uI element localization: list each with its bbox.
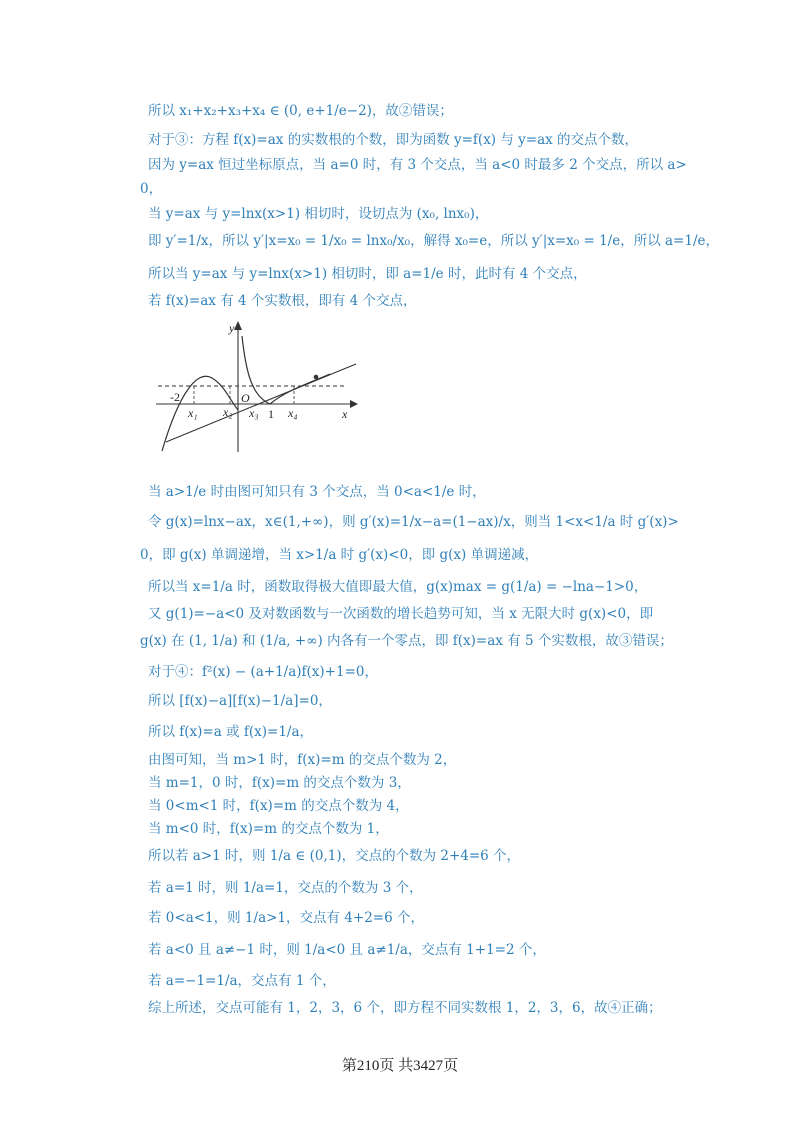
y-axis-arrow [234,321,242,330]
text-line: 若 a=−1=1/a，交点有 1 个， [148,973,336,989]
line-y-ax [166,364,356,442]
text-line: 所以当 y=ax 与 y=lnx(x>1) 相切时，即 a=1/e 时，此时有 4 个交点， [148,266,587,282]
x4-label: x₄ [288,406,298,420]
page-footer: 第210页 共3427页 [341,1058,459,1074]
x-axis-arrow [350,400,358,408]
text-line: 对于③：方程 f(x)=ax 的实数根的个数，即为函数 y=f(x) 与 y=ax 的交点个数， [148,132,639,148]
text-line: 即 y′=1/x，所以 y′|x=x₀ = 1/x₀ = lnx₀/x₀，解得 x₀=e，所以 y′|x=x₀ = 1/e，所以 a=1/e， [148,233,719,249]
text-line: 当 a>1/e 时由图可知只有 3 个交点，当 0<a<1/e 时， [148,484,486,500]
x3-label: x₃ [249,406,259,420]
text-line: 又 g(1)=−a<0 及对数函数与一次函数的增长趋势可知，当 x 无限大时 g(x)<0，即 [148,606,654,622]
text-line: 综上所述，交点可能有 1，2，3，6 个，即方程不同实数根 1，2，3，6，故④正确； [148,1000,662,1016]
text-line: 0， [140,181,163,197]
text-line: 由图可知，当 m>1 时，f(x)=m 的交点个数为 2， [148,752,457,768]
function-graph [152,318,367,458]
neg2-label: -2 [170,390,180,404]
text-line: 所以若 a>1 时，则 1/a ∈ (0,1)，交点的个数为 2+4=6 个， [148,848,521,864]
text-line: 当 y=ax 与 y=lnx(x>1) 相切时，设切点为 (x₀, lnx₀)， [148,206,489,222]
text-line: 对于④：f²(x) − (a+1/a)f(x)+1=0， [148,664,378,680]
text-line: 若 f(x)=ax 有 4 个实数根，即有 4 个交点， [148,293,417,309]
one-label: 1 [268,407,274,421]
origin-label: O [241,391,250,405]
text-line: 若 a<0 且 a≠−1 时，则 1/a<0 且 a≠1/a，交点有 1+1=2 个， [148,942,546,958]
y-axis-label: y [229,321,235,335]
x1-label: x₁ [188,406,198,420]
x-axis-label: x [342,407,348,421]
text-line: g(x) 在 (1, 1/a) 和 (1/a, +∞) 内各有一个零点，即 f(x)=ax 有 5 个实数根，故③错误； [140,633,673,649]
x2-label: x₂ [223,405,233,419]
text-line: 所以当 x=1/a 时，函数取得极大值即最大值，g(x)max = g(1/a) = −lna−1>0， [148,579,648,595]
text-line: 若 0<a<1，则 1/a>1，交点有 4+2=6 个， [148,910,424,926]
text-line: 所以 x₁+x₂+x₃+x₄ ∈ (0, e+1/e−2)，故②错误； [148,103,453,119]
text-line: 当 0<m<1 时，f(x)=m 的交点个数为 4， [148,798,409,814]
text-line: 所以 f(x)=a 或 f(x)=1/a， [148,724,314,740]
text-line: 令 g(x)=lnx−ax，x∈(1,+∞)，则 g′(x)=1/x−a=(1−ax)/x，则当 1<x<1/a 时 g′(x)> [148,514,679,530]
text-line: 当 m=1，0 时，f(x)=m 的交点个数为 3， [148,775,411,791]
text-line: 所以 [f(x)−a][f(x)−1/a]=0， [148,693,332,709]
text-line: 当 m<0 时，f(x)=m 的交点个数为 1， [148,821,389,837]
text-line: 若 a=1 时，则 1/a=1，交点的个数为 3 个， [148,880,423,896]
text-line: 0，即 g(x) 单调递增，当 x>1/a 时 g′(x)<0，即 g(x) 单调递减， [140,547,539,563]
tangent-point [314,375,319,380]
text-line: 因为 y=ax 恒过坐标原点，当 a=0 时，有 3 个交点，当 a<0 时最多 2 个交点，所以 a> [148,157,687,173]
